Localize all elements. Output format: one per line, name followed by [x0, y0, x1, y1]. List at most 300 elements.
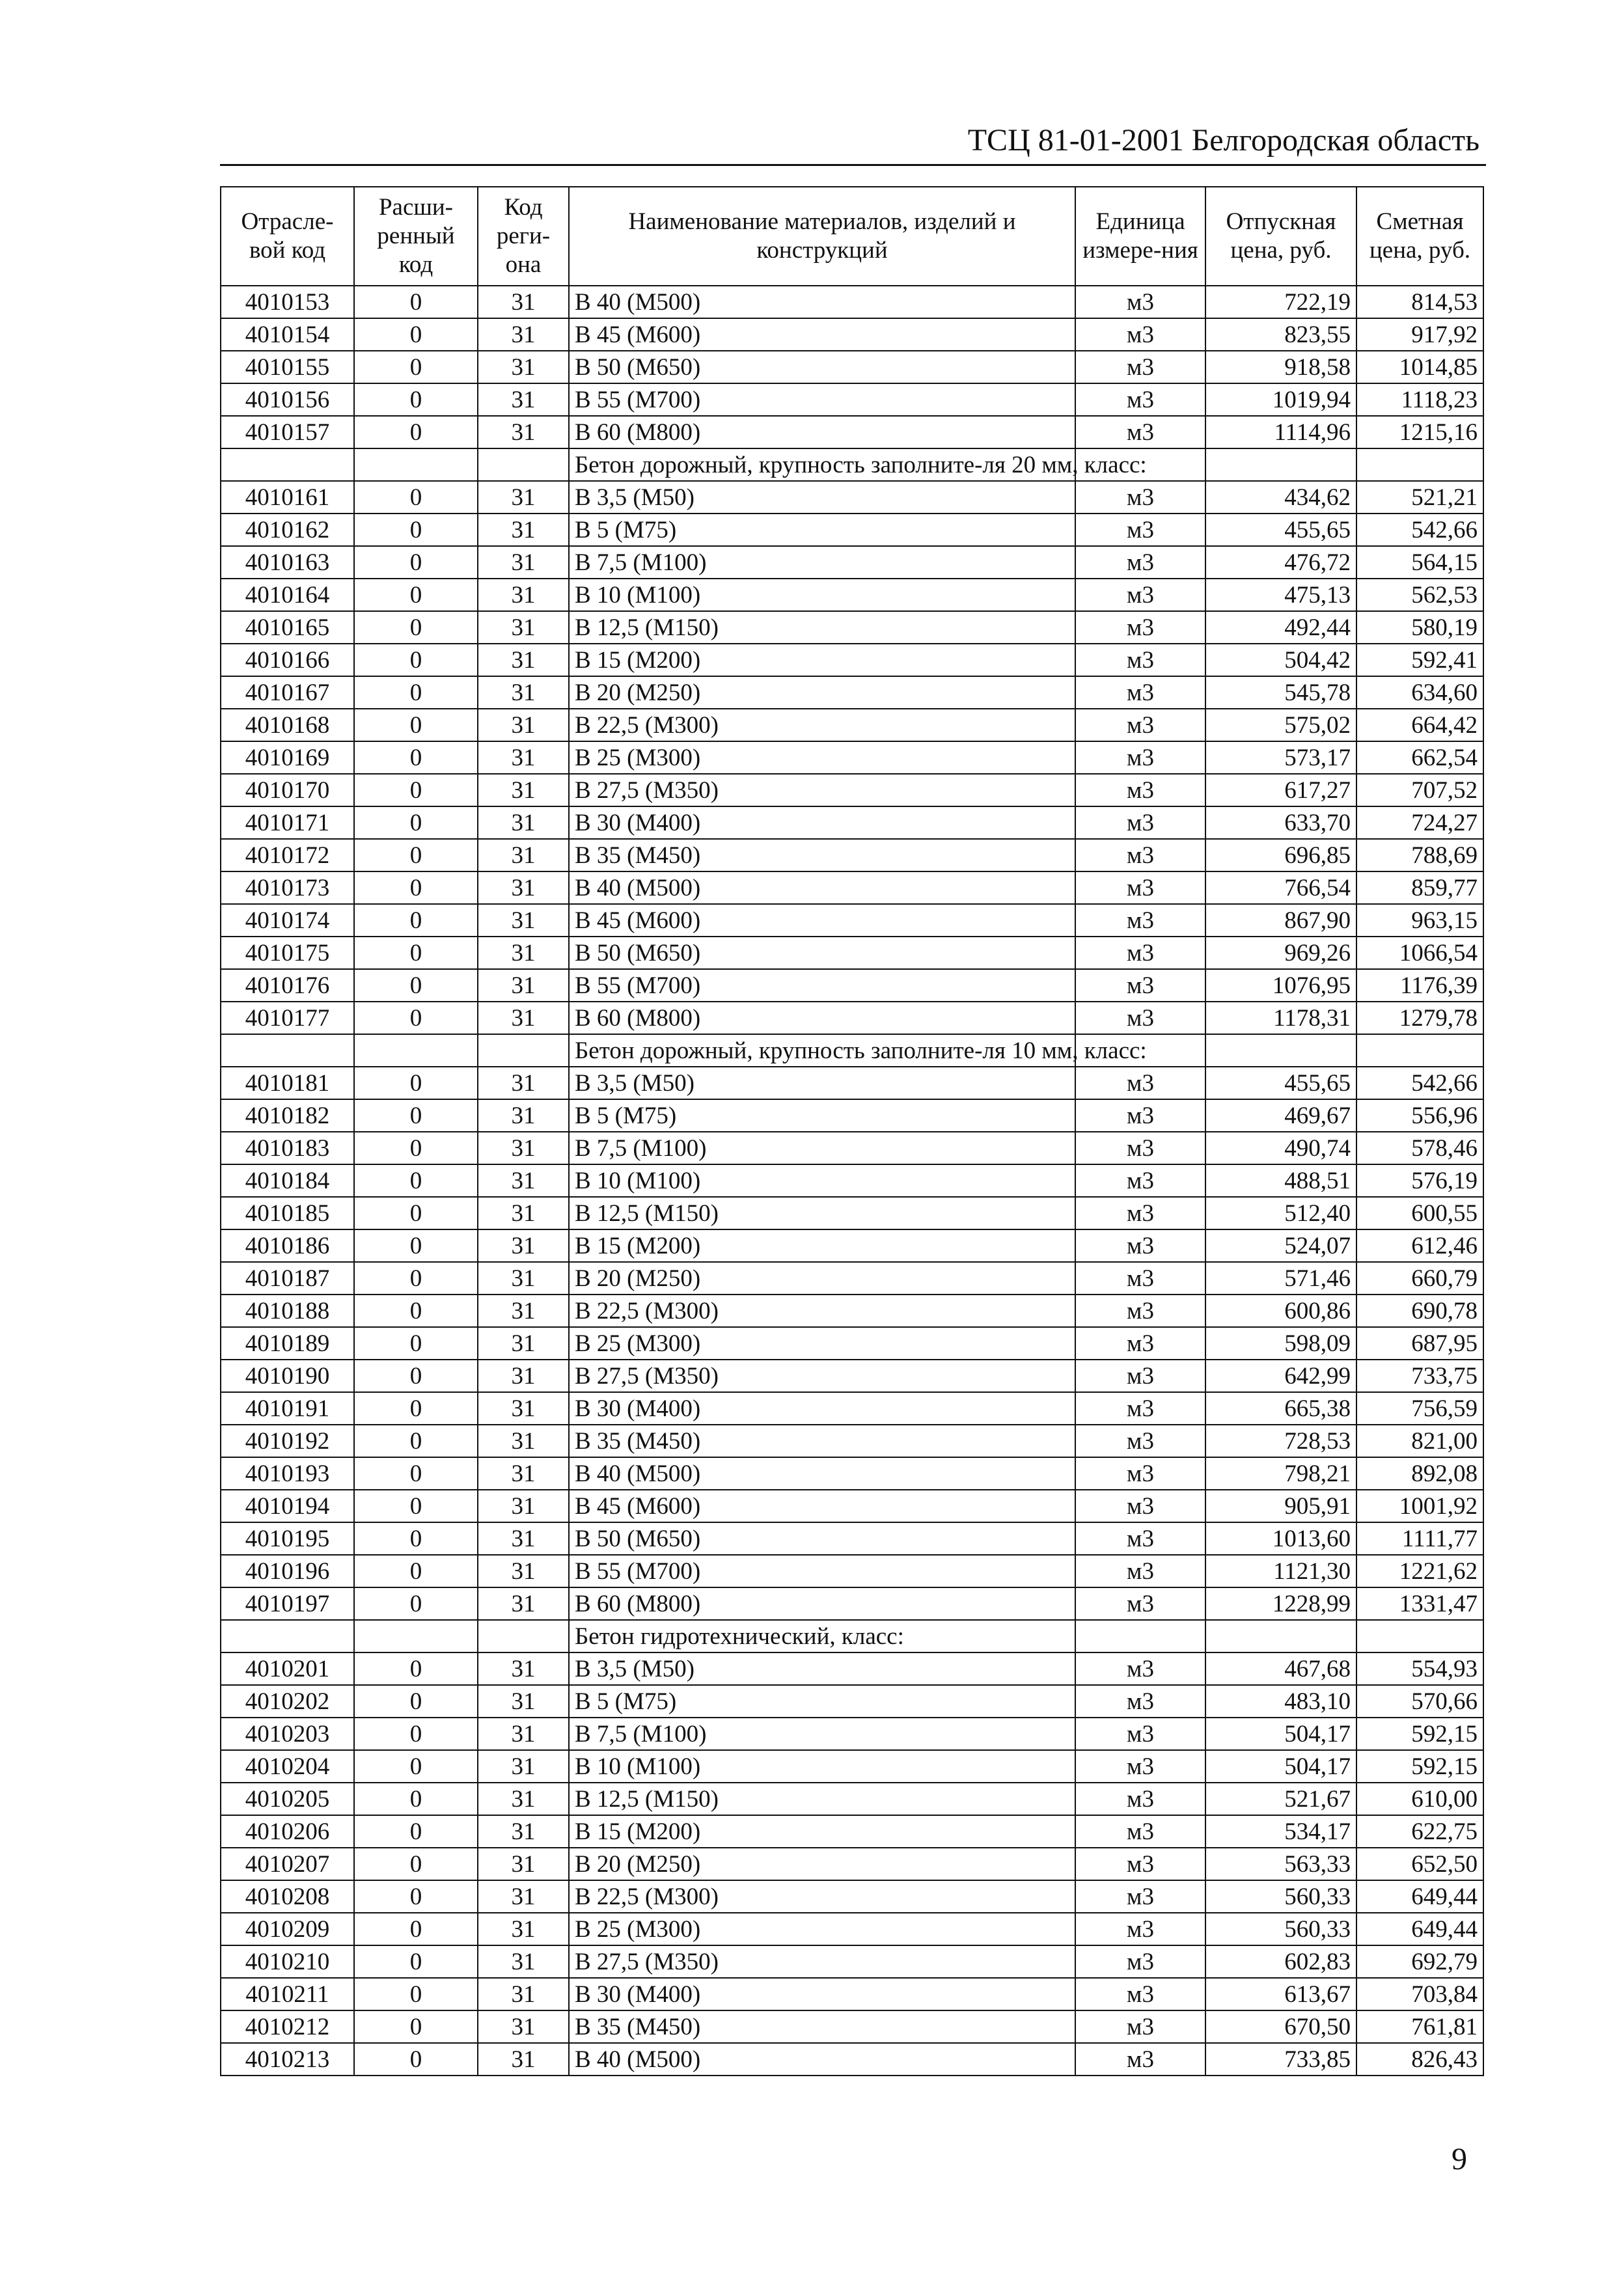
- table-row: [221, 969, 1483, 1002]
- cell-estimate: 652,50: [1356, 1848, 1483, 1880]
- table-row: [221, 1815, 1483, 1848]
- cell-code: 4010185: [221, 1197, 354, 1229]
- page-number: 9: [1452, 2142, 1467, 2176]
- cell-unit: м3: [1075, 318, 1205, 351]
- cell-name: В 60 (М800): [569, 1587, 1075, 1620]
- cell-name: В 55 (М700): [569, 383, 1075, 416]
- cell-estimate: 1221,62: [1356, 1555, 1483, 1587]
- cell-price: [1205, 1034, 1356, 1067]
- cell-code: 4010211: [221, 1978, 354, 2010]
- cell-unit: м3: [1075, 839, 1205, 871]
- cell-region: 31: [478, 1229, 569, 1262]
- cell-ext-code: [354, 1620, 478, 1652]
- table-row: [221, 871, 1483, 904]
- cell-ext-code: [354, 1034, 478, 1067]
- cell-unit: м3: [1075, 1913, 1205, 1945]
- table-row: [221, 1002, 1483, 1034]
- cell-name: В 25 (М300): [569, 1327, 1075, 1360]
- cell-code: 4010191: [221, 1392, 354, 1425]
- cell-ext-code: 0: [354, 1913, 478, 1945]
- cell-region: 31: [478, 741, 569, 774]
- cell-code: 4010168: [221, 709, 354, 741]
- cell-name: В 3,5 (М50): [569, 1067, 1075, 1099]
- table-row: [221, 904, 1483, 937]
- cell-ext-code: 0: [354, 1002, 478, 1034]
- table-row: [221, 937, 1483, 969]
- cell-name: В 50 (М650): [569, 351, 1075, 383]
- cell-region: 31: [478, 1880, 569, 1913]
- cell-unit: м3: [1075, 1295, 1205, 1327]
- cell-code: 4010169: [221, 741, 354, 774]
- cell-unit: м3: [1075, 1815, 1205, 1848]
- cell-unit: м3: [1075, 1880, 1205, 1913]
- cell-ext-code: 0: [354, 1457, 478, 1490]
- col-header-price: Отпускная цена, руб.: [1205, 187, 1356, 286]
- cell-ext-code: 0: [354, 1815, 478, 1848]
- cell-estimate: 756,59: [1356, 1392, 1483, 1425]
- cell-code: 4010201: [221, 1652, 354, 1685]
- cell-estimate: 570,66: [1356, 1685, 1483, 1718]
- cell-name: В 15 (М200): [569, 644, 1075, 676]
- cell-estimate: [1356, 1620, 1483, 1652]
- cell-estimate: 821,00: [1356, 1425, 1483, 1457]
- table-row: [221, 1587, 1483, 1620]
- cell-ext-code: 0: [354, 1229, 478, 1262]
- cell-name: В 55 (М700): [569, 1555, 1075, 1587]
- cell-unit: м3: [1075, 937, 1205, 969]
- cell-code: 4010167: [221, 676, 354, 709]
- cell-ext-code: 0: [354, 351, 478, 383]
- cell-estimate: 576,19: [1356, 1164, 1483, 1197]
- cell-name: В 27,5 (М350): [569, 1945, 1075, 1978]
- cell-unit: м3: [1075, 546, 1205, 579]
- cell-price: [1205, 448, 1356, 481]
- table-row: [221, 1718, 1483, 1750]
- cell-estimate: 892,08: [1356, 1457, 1483, 1490]
- cell-unit: м3: [1075, 1327, 1205, 1360]
- cell-code: 4010186: [221, 1229, 354, 1262]
- cell-price: 455,65: [1205, 514, 1356, 546]
- cell-code: 4010210: [221, 1945, 354, 1978]
- cell-name: В 25 (М300): [569, 741, 1075, 774]
- table-row: [221, 1197, 1483, 1229]
- cell-unit: м3: [1075, 2043, 1205, 2076]
- table-row: [221, 2043, 1483, 2076]
- cell-estimate: 556,96: [1356, 1099, 1483, 1132]
- table-row: [221, 806, 1483, 839]
- cell-name: В 10 (М100): [569, 1164, 1075, 1197]
- cell-estimate: 761,81: [1356, 2010, 1483, 2043]
- cell-name: В 5 (М75): [569, 1099, 1075, 1132]
- cell-price: 560,33: [1205, 1913, 1356, 1945]
- cell-region: 31: [478, 1197, 569, 1229]
- cell-price: 571,46: [1205, 1262, 1356, 1295]
- table-row: [221, 1164, 1483, 1197]
- cell-price: 1019,94: [1205, 383, 1356, 416]
- cell-name: В 27,5 (М350): [569, 1360, 1075, 1392]
- cell-name: В 12,5 (М150): [569, 1783, 1075, 1815]
- cell-unit: м3: [1075, 1425, 1205, 1457]
- cell-code: 4010207: [221, 1848, 354, 1880]
- cell-unit: м3: [1075, 1685, 1205, 1718]
- table-row: [221, 579, 1483, 611]
- cell-price: 867,90: [1205, 904, 1356, 937]
- cell-estimate: 622,75: [1356, 1815, 1483, 1848]
- cell-price: 598,09: [1205, 1327, 1356, 1360]
- cell-region: 31: [478, 1262, 569, 1295]
- cell-unit: м3: [1075, 1457, 1205, 1490]
- cell-unit: м3: [1075, 1555, 1205, 1587]
- cell-unit: м3: [1075, 1132, 1205, 1164]
- cell-region: 31: [478, 416, 569, 448]
- cell-code: 4010212: [221, 2010, 354, 2043]
- table-row: [221, 481, 1483, 514]
- cell-code: 4010192: [221, 1425, 354, 1457]
- cell-name: В 7,5 (М100): [569, 546, 1075, 579]
- cell-code: [221, 1034, 354, 1067]
- cell-name: В 7,5 (М100): [569, 1132, 1075, 1164]
- cell-code: 4010204: [221, 1750, 354, 1783]
- cell-estimate: 610,00: [1356, 1783, 1483, 1815]
- cell-code: 4010161: [221, 481, 354, 514]
- cell-unit: м3: [1075, 579, 1205, 611]
- cell-code: 4010165: [221, 611, 354, 644]
- cell-unit: м3: [1075, 286, 1205, 318]
- cell-estimate: [1356, 448, 1483, 481]
- table-row: [221, 1457, 1483, 1490]
- cell-estimate: 1176,39: [1356, 969, 1483, 1002]
- cell-region: 31: [478, 1783, 569, 1815]
- cell-name: В 45 (М600): [569, 1490, 1075, 1522]
- cell-region: 31: [478, 644, 569, 676]
- cell-code: 4010208: [221, 1880, 354, 1913]
- cell-ext-code: 0: [354, 2043, 478, 2076]
- table-row: [221, 1360, 1483, 1392]
- table-row: [221, 1262, 1483, 1295]
- cell-code: 4010182: [221, 1099, 354, 1132]
- cell-ext-code: 0: [354, 318, 478, 351]
- cell-price: 823,55: [1205, 318, 1356, 351]
- cell-code: 4010183: [221, 1132, 354, 1164]
- cell-region: 31: [478, 709, 569, 741]
- cell-price: 617,27: [1205, 774, 1356, 806]
- cell-region: 31: [478, 1718, 569, 1750]
- cell-ext-code: 0: [354, 1392, 478, 1425]
- cell-price: 798,21: [1205, 1457, 1356, 1490]
- cell-code: 4010189: [221, 1327, 354, 1360]
- table-row: [221, 1848, 1483, 1880]
- cell-price: 1076,95: [1205, 969, 1356, 1002]
- cell-estimate: 1001,92: [1356, 1490, 1483, 1522]
- cell-ext-code: 0: [354, 806, 478, 839]
- col-header-code: Отрасле-вой код: [221, 187, 354, 286]
- cell-ext-code: 0: [354, 1718, 478, 1750]
- cell-name: В 22,5 (М300): [569, 1880, 1075, 1913]
- table-row: [221, 286, 1483, 318]
- cell-ext-code: 0: [354, 871, 478, 904]
- cell-name: В 22,5 (М300): [569, 1295, 1075, 1327]
- cell-estimate: 662,54: [1356, 741, 1483, 774]
- section-row: [221, 448, 1483, 481]
- cell-ext-code: 0: [354, 1197, 478, 1229]
- cell-estimate: 562,53: [1356, 579, 1483, 611]
- table-row: [221, 611, 1483, 644]
- cell-unit: м3: [1075, 1002, 1205, 1034]
- cell-region: 31: [478, 1360, 569, 1392]
- cell-region: 31: [478, 286, 569, 318]
- cell-code: 4010197: [221, 1587, 354, 1620]
- table-row: [221, 839, 1483, 871]
- cell-unit: м3: [1075, 1490, 1205, 1522]
- cell-estimate: 554,93: [1356, 1652, 1483, 1685]
- col-header-unit: Единица измере-ния: [1075, 187, 1205, 286]
- table-row: [221, 1229, 1483, 1262]
- cell-region: 31: [478, 1522, 569, 1555]
- cell-region: 31: [478, 904, 569, 937]
- cell-price: 467,68: [1205, 1652, 1356, 1685]
- cell-estimate: 733,75: [1356, 1360, 1483, 1392]
- cell-estimate: 1118,23: [1356, 383, 1483, 416]
- cell-price: 504,42: [1205, 644, 1356, 676]
- cell-name: В 7,5 (М100): [569, 1718, 1075, 1750]
- cell-price: 475,13: [1205, 579, 1356, 611]
- cell-unit: м3: [1075, 1945, 1205, 1978]
- cell-region: [478, 1034, 569, 1067]
- table-row: [221, 1685, 1483, 1718]
- cell-region: 31: [478, 806, 569, 839]
- cell-ext-code: 0: [354, 546, 478, 579]
- cell-ext-code: 0: [354, 1164, 478, 1197]
- cell-price: 766,54: [1205, 871, 1356, 904]
- cell-name: В 5 (М75): [569, 514, 1075, 546]
- table-row: [221, 383, 1483, 416]
- cell-estimate: 612,46: [1356, 1229, 1483, 1262]
- cell-region: 31: [478, 1815, 569, 1848]
- cell-name: В 60 (М800): [569, 1002, 1075, 1034]
- cell-unit: м3: [1075, 969, 1205, 1002]
- cell-code: 4010155: [221, 351, 354, 383]
- cell-ext-code: 0: [354, 383, 478, 416]
- cell-region: 31: [478, 1490, 569, 1522]
- cell-name: Бетон гидротехнический, класс:: [569, 1620, 1075, 1652]
- cell-estimate: 592,41: [1356, 644, 1483, 676]
- table-row: [221, 1913, 1483, 1945]
- table-row: [221, 1327, 1483, 1360]
- cell-ext-code: 0: [354, 611, 478, 644]
- cell-code: 4010170: [221, 774, 354, 806]
- cell-code: 4010175: [221, 937, 354, 969]
- cell-code: 4010203: [221, 1718, 354, 1750]
- cell-name: В 10 (М100): [569, 1750, 1075, 1783]
- cell-code: 4010166: [221, 644, 354, 676]
- cell-code: [221, 1620, 354, 1652]
- cell-price: 492,44: [1205, 611, 1356, 644]
- cell-price: 476,72: [1205, 546, 1356, 579]
- cell-region: 31: [478, 2010, 569, 2043]
- price-table: [220, 186, 1484, 2076]
- cell-ext-code: 0: [354, 286, 478, 318]
- cell-estimate: 649,44: [1356, 1913, 1483, 1945]
- cell-name: В 40 (М500): [569, 1457, 1075, 1490]
- cell-price: 918,58: [1205, 351, 1356, 383]
- cell-estimate: 917,92: [1356, 318, 1483, 351]
- cell-price: 600,86: [1205, 1295, 1356, 1327]
- cell-price: 602,83: [1205, 1945, 1356, 1978]
- cell-name: Бетон дорожный, крупность заполните-ля 20 мм, класс:: [569, 448, 1075, 481]
- cell-unit: м3: [1075, 1164, 1205, 1197]
- cell-region: 31: [478, 579, 569, 611]
- table-row: [221, 1555, 1483, 1587]
- cell-price: 512,40: [1205, 1197, 1356, 1229]
- cell-name: В 35 (М450): [569, 1425, 1075, 1457]
- table-row: [221, 774, 1483, 806]
- cell-ext-code: 0: [354, 839, 478, 871]
- cell-price: 722,19: [1205, 286, 1356, 318]
- cell-price: 488,51: [1205, 1164, 1356, 1197]
- cell-estimate: 649,44: [1356, 1880, 1483, 1913]
- cell-estimate: 564,15: [1356, 546, 1483, 579]
- cell-price: 521,67: [1205, 1783, 1356, 1815]
- cell-ext-code: 0: [354, 741, 478, 774]
- table-row: [221, 416, 1483, 448]
- cell-price: 1228,99: [1205, 1587, 1356, 1620]
- table-header-row: [221, 187, 1483, 286]
- cell-name: В 30 (М400): [569, 1978, 1075, 2010]
- cell-code: 4010163: [221, 546, 354, 579]
- cell-unit: м3: [1075, 709, 1205, 741]
- cell-region: 31: [478, 1164, 569, 1197]
- cell-region: 31: [478, 481, 569, 514]
- cell-estimate: 690,78: [1356, 1295, 1483, 1327]
- cell-unit: м3: [1075, 1360, 1205, 1392]
- cell-price: 1114,96: [1205, 416, 1356, 448]
- cell-name: В 3,5 (М50): [569, 1652, 1075, 1685]
- cell-name: В 22,5 (М300): [569, 709, 1075, 741]
- cell-ext-code: 0: [354, 1522, 478, 1555]
- cell-ext-code: 0: [354, 514, 478, 546]
- header-divider: [220, 164, 1486, 166]
- cell-name: В 15 (М200): [569, 1815, 1075, 1848]
- cell-code: 4010184: [221, 1164, 354, 1197]
- cell-code: 4010196: [221, 1555, 354, 1587]
- table-row: [221, 1392, 1483, 1425]
- cell-estimate: 814,53: [1356, 286, 1483, 318]
- cell-price: 534,17: [1205, 1815, 1356, 1848]
- cell-unit: м3: [1075, 611, 1205, 644]
- cell-estimate: 634,60: [1356, 676, 1483, 709]
- cell-region: 31: [478, 1652, 569, 1685]
- cell-region: 31: [478, 514, 569, 546]
- cell-unit: [1075, 1620, 1205, 1652]
- cell-region: 31: [478, 318, 569, 351]
- cell-code: 4010202: [221, 1685, 354, 1718]
- cell-region: 31: [478, 1457, 569, 1490]
- cell-region: 31: [478, 1750, 569, 1783]
- cell-unit: м3: [1075, 1262, 1205, 1295]
- cell-unit: м3: [1075, 1197, 1205, 1229]
- cell-unit: м3: [1075, 2010, 1205, 2043]
- cell-region: 31: [478, 1555, 569, 1587]
- cell-ext-code: 0: [354, 1555, 478, 1587]
- cell-ext-code: [354, 448, 478, 481]
- cell-unit: м3: [1075, 676, 1205, 709]
- cell-estimate: 578,46: [1356, 1132, 1483, 1164]
- cell-price: 733,85: [1205, 2043, 1356, 2076]
- cell-code: 4010187: [221, 1262, 354, 1295]
- cell-price: 1013,60: [1205, 1522, 1356, 1555]
- cell-ext-code: 0: [354, 1067, 478, 1099]
- table-row: [221, 1490, 1483, 1522]
- cell-price: 524,07: [1205, 1229, 1356, 1262]
- cell-ext-code: 0: [354, 709, 478, 741]
- table-row: [221, 1132, 1483, 1164]
- cell-price: 563,33: [1205, 1848, 1356, 1880]
- cell-region: 31: [478, 1002, 569, 1034]
- cell-ext-code: 0: [354, 1945, 478, 1978]
- cell-region: 31: [478, 611, 569, 644]
- cell-code: 4010156: [221, 383, 354, 416]
- cell-price: 504,17: [1205, 1750, 1356, 1783]
- cell-unit: м3: [1075, 1392, 1205, 1425]
- cell-code: 4010164: [221, 579, 354, 611]
- cell-name: В 30 (М400): [569, 806, 1075, 839]
- cell-region: 31: [478, 1327, 569, 1360]
- cell-name: В 50 (М650): [569, 937, 1075, 969]
- cell-price: 575,02: [1205, 709, 1356, 741]
- cell-name: В 60 (М800): [569, 416, 1075, 448]
- cell-name: В 40 (М500): [569, 871, 1075, 904]
- cell-region: 31: [478, 1685, 569, 1718]
- cell-estimate: 692,79: [1356, 1945, 1483, 1978]
- cell-estimate: 963,15: [1356, 904, 1483, 937]
- cell-price: 560,33: [1205, 1880, 1356, 1913]
- cell-name: В 35 (М450): [569, 839, 1075, 871]
- cell-region: 31: [478, 351, 569, 383]
- cell-ext-code: 0: [354, 774, 478, 806]
- cell-ext-code: 0: [354, 1587, 478, 1620]
- cell-estimate: 660,79: [1356, 1262, 1483, 1295]
- cell-unit: м3: [1075, 1783, 1205, 1815]
- cell-name: В 20 (М250): [569, 1262, 1075, 1295]
- cell-region: [478, 1620, 569, 1652]
- cell-region: 31: [478, 1425, 569, 1457]
- table-row: [221, 709, 1483, 741]
- cell-ext-code: 0: [354, 1685, 478, 1718]
- col-header-estimate: Сметная цена, руб.: [1356, 187, 1483, 286]
- cell-price: 490,74: [1205, 1132, 1356, 1164]
- cell-ext-code: 0: [354, 1750, 478, 1783]
- cell-code: 4010154: [221, 318, 354, 351]
- cell-region: 31: [478, 871, 569, 904]
- cell-name: В 55 (М700): [569, 969, 1075, 1002]
- page-title: ТСЦ 81-01-2001 Белгородская область: [967, 123, 1479, 158]
- cell-region: 31: [478, 2043, 569, 2076]
- cell-name: В 50 (М650): [569, 1522, 1075, 1555]
- cell-unit: м3: [1075, 1652, 1205, 1685]
- cell-estimate: 859,77: [1356, 871, 1483, 904]
- cell-code: 4010171: [221, 806, 354, 839]
- cell-code: 4010188: [221, 1295, 354, 1327]
- cell-estimate: 664,42: [1356, 709, 1483, 741]
- cell-name: В 12,5 (М150): [569, 1197, 1075, 1229]
- cell-ext-code: 0: [354, 644, 478, 676]
- cell-ext-code: 0: [354, 1425, 478, 1457]
- cell-region: 31: [478, 1945, 569, 1978]
- cell-code: 4010194: [221, 1490, 354, 1522]
- cell-code: 4010213: [221, 2043, 354, 2076]
- cell-ext-code: 0: [354, 1848, 478, 1880]
- cell-region: 31: [478, 1392, 569, 1425]
